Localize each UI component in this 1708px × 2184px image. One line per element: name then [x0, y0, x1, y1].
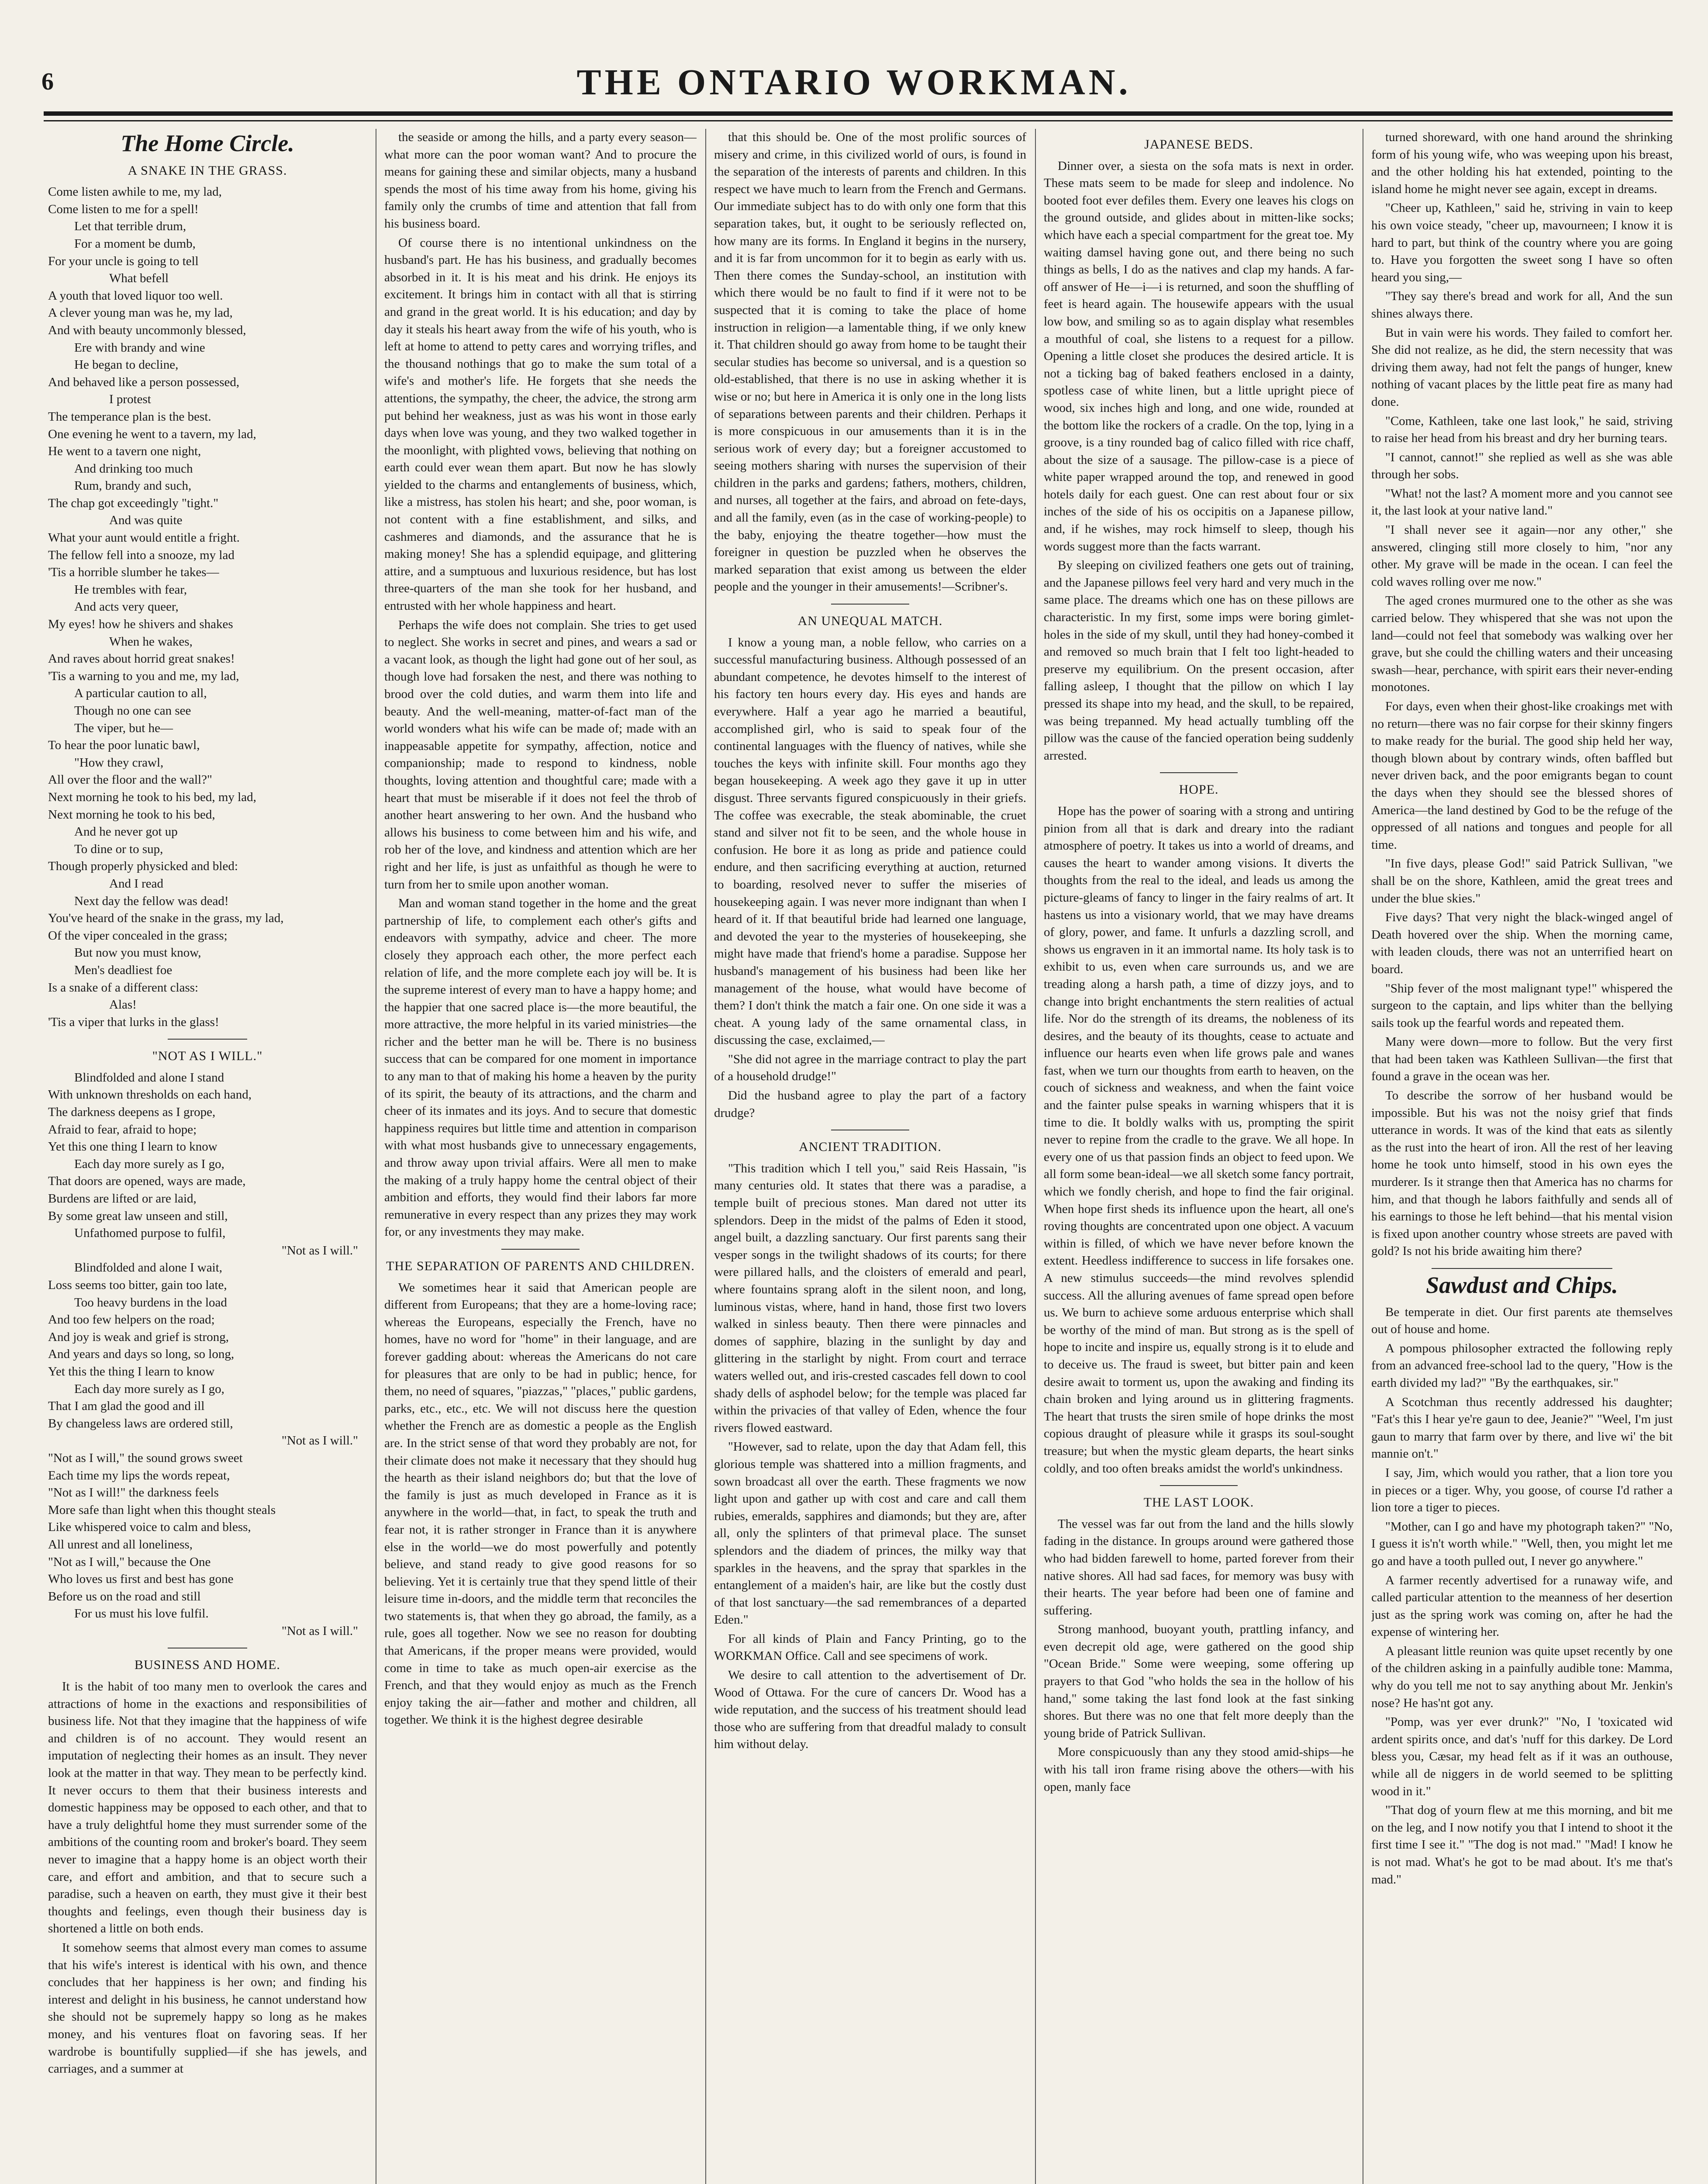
- column-5: [1371, 129, 1673, 2184]
- article-title: AN UNEQUAL MATCH.: [797, 614, 943, 629]
- poem-line: When he wakes,: [109, 634, 193, 649]
- masthead-rule-thin: [44, 120, 1673, 121]
- paragraph: Perhaps the wife does not complain. She tries to get used to neglect. She works in secret and pines, and wears a sad or a vacant look, as though the light had gone out of her soul, as though love had forsaken the nest, and there was nothing to brood over the cold duties, and warm them into life and beauty. And the well-meaning, matter-of-fact man of the world wonders what his wife can be made of; made with an inappeasable appetite for sympathy, affection, notice and companionship; made to respond to kindness, noble thoughts, loving attention and thoughtful care; made with a heart that must be miserable if it does not feel the throb of another heart answering to her own. And the husband who allows his business to come between him and his wife, and rob her of the love, and kindness and attention which are her right and her life, is just as unfaithful as though he were to turn from her to smile upon another woman.: [384, 618, 697, 892]
- paragraph: "However, sad to relate, upon the day that Adam fell, this glorious temple was shattered into a million fragments, and sown broadcast all over the earth. These fragments we now light upon and gather up with cost and care and call them rubies, emeralds, sapphires and diamonds; but they are, after all, only the splinters of that primeval place. The sunset splendors and the diadem of princes, the milky way that sparkles in the heavens, and the spray that sparkles in the entanglement of a maiden's hair, are like but the costly dust of that lost sanctuary—the sad remembrances of a departed Eden.": [714, 1440, 1026, 1627]
- poem-line: And acts very queer,: [74, 600, 179, 614]
- paragraph: "She did not agree in the marriage contract to play the part of a household drudge!": [714, 1052, 1026, 1084]
- paragraph: Dinner over, a siesta on the sofa mats is next in order. These mats seem to be made for sleep and indolence. No booted foot ever defiles them. Every one leaves his clogs on the ground outside, and glides about in mitten-like socks; which have each a special compartment for the great toe. My waiting damsel having gone out, and there being no such things as bells, I do as the natives and clap my hands. A far-off answer of He—i—i is returned, and soon the shuffling of feet is heard again. The housewife appears with the usual low bow, and smiling so as to again display what resembles a mouthful of coal, she listens to a request for a pillow. Opening a little closet she produces the desired article. It is not a ticking bag of baked feathers enclosed in a dainty, spotless case of white linen, but a little upright piece of wood, six inches high and long, and one wide, rounded at the bottom like the rockers of a cradle. On the top, lying in a groove, is a tiny rounded bag of calico filled with rice chaff, about the size of a sausage. The pillow-case is a piece of white paper wrapped around the top, and renewed in good hotels daily for each guest. One can rest about four or six inches of the side of his os occipitis on a Japanese pillow, and, if he wishes, may rock himself to sleep, though his words suggest more than the facts warrant.: [1044, 159, 1354, 553]
- poem-line: And was quite: [109, 513, 183, 528]
- paragraph: "Come, Kathleen, take one last look," he said, striving to raise her head from his breast and dry her burning tears.: [1371, 414, 1673, 446]
- poem-line: Ere with brandy and wine: [74, 340, 205, 355]
- poem-line: Though properly physicked and bled:: [48, 859, 238, 874]
- poem-line: Rum, brandy and such,: [74, 479, 192, 493]
- poem-line: He trembles with fear,: [74, 582, 187, 597]
- paragraph: "Ship fever of the most malignant type!" whispered the surgeon to the captain, and lips whiter than the bellying sails took up the fearful words and repeated them.: [1371, 981, 1673, 1030]
- paragraph: "I shall never see it again—nor any other," she answered, clinging still more closely to him, "nor any other. My grave will be made in the ocean. I can feel the cold waves rolling over me now.": [1371, 523, 1673, 589]
- poem-line: He began to decline,: [74, 358, 179, 372]
- poem-line: Next morning he took to his bed, my lad,: [48, 790, 256, 804]
- paragraph: A pompous philosopher extracted the following reply from an advanced free-school lad to the query, "How is the earth divided my lad?" "By the earthquakes, sir.": [1371, 1341, 1673, 1390]
- poem-line: Yet this one thing I learn to know: [48, 1140, 217, 1154]
- poem-line: Let that terrible drum,: [74, 219, 186, 234]
- poem-title: "NOT AS I WILL.": [152, 1049, 263, 1064]
- poem-line: For a moment be dumb,: [74, 236, 196, 251]
- paragraph: More conspicuously than any they stood amid-ships—he with his tall iron frame rising above the others—with his open, manly face: [1044, 1745, 1354, 1794]
- paragraph: But in vain were his words. They failed to comfort her. She did not realize, as he did, the stern necessity that was driving them away, had not felt the pangs of hunger, knew nothing of vacant places by the little peat fire as many had done.: [1371, 325, 1673, 409]
- paragraph: Of course there is no intentional unkindness on the husband's part. He has his business, and gradually becomes absorbed in it. It is his meat and his drink. He enjoys its excitement. It brings him in contact with all that is stirring and grand in the great world. It is his education; and day by day it steals his heart away from the wife of his youth, who is left at home to attend to petty cares and worrying trifles, and the thousand nothings that go to make the sum total of a wife's and mother's life. He forgets that she needs the attentions, the sympathy, the cheer, the advice, the strong arm put behind her weakness, just as was his wont in those early days when love was young, and they two walked together in the moonlight, with plighted vows, believing that nothing on earth could ever wean them apart. But now he has slowly yielded to the charms and entanglements of business, which, like a mistress, has stolen his heart; and she, poor woman, is not content with a fine establishment, and silks, and cashmeres and diamonds, and the assurance that he is making money! She has a splendid equipage, and glittering attire, and a sumptuous and luxurious residence, but has lost three-quarters of the man she took for her husband, and entrusted with her whole happiness and heart.: [384, 235, 697, 613]
- paragraph: We sometimes hear it said that American people are different from Europeans; that they are a home-loving race; whereas the Europeans, especially the French, have no homes, have no word for "home" in their language, and are forever gadding about: whereas the Americans do not care for pleasures that are only to be had in public; hence, for them, no need of squares, "piazzas," "places," public gardens, parks, etc., etc., etc. We will not discuss here the question whether the French are as domestic a people as the English are. In the strict sense of that word they probably are not, for their climate does not make it necessary that they should hug the hearth as their island neighbors do; but that the love of the family is just as much developed in France as it is anywhere in the world—that, in fact, to speak the truth and fear not, it is rather stronger in France than it is anywhere else in the world—we do most powerfully and potently believe, and stand ready to give good reasons for so believing. Yet it is certainly true that they spend little of their leisure time in-doors, and the middle term that reconciles the two statements is, that when they go abroad, the family, as a rule, goes all together. Now we see no reason for doubting that Americans, if the proper means were provided, would come in time to take as much open-air exercise as the French, and that they would enjoy as much as the French enjoy taking the air—father and mother and children, all together. We think it is the highest degree desirable: [384, 1280, 697, 1727]
- paragraph: "That dog of yourn flew at me this morning, and bit me on the leg, and I now notify you that I intend to shoot it the first time I see it." "The dog is not mad." "Mad! I know he is not mad. What's he got to be mad about. It's me that's mad.": [1371, 1803, 1673, 1887]
- poem-line: "Not as I will.": [281, 1624, 358, 1638]
- poem-line: And raves about horrid great snakes!: [48, 652, 235, 666]
- paragraph: For all kinds of Plain and Fancy Printing, go to the WORKMAN Office. Call and see specimens of work.: [714, 1631, 1026, 1663]
- column-3: [714, 129, 1026, 2184]
- poem-line: Each day more surely as I go,: [74, 1382, 224, 1396]
- article-business-and-home-continued: [384, 129, 697, 1241]
- poem-line: Each day more surely as I go,: [74, 1157, 224, 1171]
- poem-line: Next morning he took to his bed,: [48, 807, 215, 822]
- paragraph: "Mother, can I go and have my photograph taken?" "No, I guess it is'n't worth while." "Well, then, you might let me go and have a tooth pulled out, I never go anywhere.": [1371, 1519, 1673, 1568]
- article-hope: [1044, 803, 1354, 1477]
- paragraph: Many were down—more to follow. But the very first that had been taken was Kathleen Sullivan—the first that found a grave in the ocean was her.: [1371, 1035, 1673, 1084]
- article-title: ANCIENT TRADITION.: [799, 1140, 942, 1154]
- poem-line: To hear the poor lunatic bawl,: [48, 738, 200, 753]
- poem-line: "How they crawl,: [74, 755, 164, 770]
- poem-line: The viper, but he—: [74, 721, 173, 735]
- paragraph: turned shoreward, with one hand around the shrinking form of his young wife, who was weeping upon his breast, and the other holding his hat extended, pointing to the island home he might never see again, except in dreams.: [1371, 130, 1673, 196]
- poem-line: "Not as I will.": [281, 1434, 358, 1448]
- poem-line: 'Tis a viper that lurks in the glass!: [48, 1015, 219, 1029]
- poem-line: All over the floor and the wall?": [48, 773, 212, 787]
- paragraph: Did the husband agree to play the part of a factory drudge?: [714, 1089, 1026, 1120]
- poem-line: More safe than light when this thought steals: [48, 1503, 276, 1517]
- poem-line: The chap got exceedingly "tight.": [48, 496, 219, 510]
- article-last-look-continued: [1371, 129, 1673, 1260]
- poem-line: Is a snake of a different class:: [48, 980, 199, 995]
- poem-line: What your aunt would entitle a fright.: [48, 531, 240, 545]
- article-separation-of-parents: [384, 1279, 697, 1729]
- paragraph: It somehow seems that almost every man comes to assume that his wife's interest is identical with his own, and thence concludes that her happiness is her own; and finding his interest and delight in his business, he cannot understand how she should not be supremely happy so long as he makes money, and his ventures float on favoring seas. If her wardrobe is bountifully supplied—if she has jewels, and carriages, and a summer at: [48, 1940, 367, 2076]
- poem-line: By some great law unseen and still,: [48, 1209, 228, 1223]
- poem-line: And too few helpers on the road;: [48, 1313, 215, 1327]
- poem-line: "Not as I will!" the darkness feels: [48, 1486, 219, 1500]
- poem-line: And he never got up: [74, 825, 178, 839]
- poem-line: Of the viper concealed in the grass;: [48, 928, 228, 943]
- home-circle-heading: The Home Circle.: [121, 130, 294, 156]
- paragraph: the seaside or among the hills, and a party every season—what more can the poor woman want? And to procure the means for gaining these and similar objects, many a husband spends the most of his time away from his home, giving his family only the crumbs of time and attention that fall from his business board.: [384, 130, 697, 231]
- paragraph: To describe the sorrow of her husband would be impossible. But his was not the noisy grief that finds utterance in words. It was of the kind that eats as silently as the rust into the heart of iron. All the rest of her leaving home he took unto himself, stood in his own eyes the murderer. Is it strange then that America has no charms for him, and that though he labors faithfully and sends all of his earnings to those he left behind—that his mental vision is fixed upon another country whose streets are paved with gold? Is not his bride awaiting him there?: [1371, 1089, 1673, 1258]
- paragraph: "Pomp, was yer ever drunk?" "No, I 'toxicated wid ardent spirits once, and dat's 'nuff for this darkey. De Lord bless you, Cæsar, my head felt as if it was an outhouse, while all de niggers in de world seemed to be splitting wood in it.": [1371, 1715, 1673, 1798]
- poem-line: Before us on the road and still: [48, 1589, 201, 1603]
- poem-line: "Not as I will.": [281, 1243, 358, 1258]
- sawdust-and-chips-heading: Sawdust and Chips.: [1426, 1272, 1618, 1298]
- poem-line: I protest: [109, 392, 151, 407]
- paragraph: A farmer recently advertised for a runaway wife, and called particular attention to the meanness of her desertion just as the spring work was coming on, after he had the expense of wintering her.: [1371, 1573, 1673, 1639]
- article-unequal-match: [714, 634, 1026, 1122]
- column-2: [384, 129, 697, 2184]
- poem-line: Unfathomed purpose to fulfil,: [74, 1226, 226, 1241]
- paragraph: "This tradition which I tell you," said Reis Hassain, "is many centuries old. It states that there was a paradise, a temple built of precious stones. Man dared not utter its splendors. Deep in the midst of the palms of Eden it stood, angel built, a dazzling sanctuary. Our first parents sang their vesper songs in the twilight shadows of its courts; for there were pillared halls, and the cloisters of emerald and pearl, where fountains sprang aloft in the silent noon, and long, luminous vistas, where, hand in hand, those first two lovers walked in sinless beauty. Then there were pinnacles and domes of sapphire, blazing in the sunlight by day and glittering in the starlight by night. From court and terrace waters welled out, and iris-crested cascades fell down to cool shady dells of asphodel below; for the temple was placed far within the privacies of that valley of Eden, whence the four rivers flowed eastward.: [714, 1161, 1026, 1435]
- poem-line: Blindfolded and alone I wait,: [74, 1261, 223, 1275]
- paragraph: For days, even when their ghost-like croakings met with no return—there was no fair corpse for their skinny fingers to make ready for the burial. The good ship held her way, though blown about by contrary winds, often baffled but never driven back, and the poor emigrants began to count the days when they should see the blessed shores of America—the land destined by God to be the refuge of the oppressed of all nations and tongues and people for all time.: [1371, 699, 1673, 852]
- paragraph: I say, Jim, which would you rather, that a lion tore you in pieces or a tiger. Why, you goose, of course I'd rather a lion tore a tiger to pieces.: [1371, 1465, 1673, 1515]
- poem-line: The fellow fell into a snooze, my lad: [48, 548, 235, 562]
- poem-line: Loss seems too bitter, gain too late,: [48, 1278, 227, 1292]
- article-title: BUSINESS AND HOME.: [135, 1658, 280, 1673]
- poem-line: 'Tis a horrible slumber he takes—: [48, 565, 219, 580]
- poem-line: Yet this the thing I learn to know: [48, 1364, 215, 1379]
- poem-line: And years and days so long, so long,: [48, 1347, 235, 1362]
- poem-line: Burdens are lifted or are laid,: [48, 1192, 197, 1206]
- paragraph: A Scotchman thus recently addressed his daughter; "Fat's this I hear ye're gaun to dee, Jeanie?" "Weel, I'm just gaun to marry that farm over by there, and live wi' the bit mannie on't.": [1371, 1395, 1673, 1461]
- poem-line: Each time my lips the words repeat,: [48, 1468, 230, 1482]
- article-ancient-tradition: [714, 1160, 1026, 1753]
- poem-line: Though no one can see: [74, 704, 191, 718]
- poem-line: That doors are opened, ways are made,: [48, 1174, 246, 1189]
- poem-line: Too heavy burdens in the load: [74, 1295, 227, 1310]
- article-title: THE LAST LOOK.: [1143, 1495, 1254, 1510]
- poem-not-as-i-will: [48, 1069, 367, 1640]
- poem-snake-in-grass: [48, 183, 367, 1031]
- page-number: 6: [41, 68, 54, 95]
- poem-line: "Not as I will," the sound grows sweet: [48, 1451, 243, 1465]
- poem-line: That I am glad the good and ill: [48, 1399, 205, 1413]
- paragraph: By sleeping on civilized feathers one gets out of training, and the Japanese pillows feel very hard and very much in the same place. The dreams which one has on these pillows are characteristic. In my first, some imps were boring gimlet-holes in the side of my skull, until they had honey-combed it and removed so much brain that I felt too light-headed to preserve my equilibrium. On the present occasion, after falling asleep, I thought that the pillow on which I lay pressed its shape into my head, and the skull, to be repaired, was being trepanned. My head actually tumbling off the pillow was the cause of the fancied operation being suddenly arrested.: [1044, 558, 1354, 763]
- poem-title: A SNAKE IN THE GRASS.: [128, 163, 287, 178]
- section-divider: [831, 604, 909, 605]
- paragraph: Man and woman stand together in the home and the great partnership of life, to complement each other's gifts and endeavors with sympathy, advice and cheer. The more closely they approach each other, the more perfect each relation of life, and the more complete each joy will be. It is the supreme interest of every man to have a happy home; and the happier that one sacred place is—the more beautiful, the more attractive, the more helpful in its varied ministries—the richer and the better man he will be. There is no business success that can be compared for one moment in importance to any man to that of making his home a heaven by the purity of its spirit, the beauty of its attractions, and the charm and cheer of its inmates and its joys. And to secure that domestic happiness requires but little time and attention in comparison with what most husbands give to unnecessary engagements, and throw away upon trivial affairs. Were all men to make the making of a truly happy home the central object of their ambition and efforts, they would find their labors far more remunerative in every respect than any prizes they may work for, or any investments they may make.: [384, 896, 697, 1239]
- section-divider: [168, 1039, 248, 1040]
- masthead-rule-thick: [44, 111, 1673, 116]
- poem-line: Who loves us first and best has gone: [48, 1572, 234, 1586]
- section-divider: [1432, 1268, 1612, 1269]
- poem-line: Alas!: [109, 998, 137, 1012]
- poem-line: And I read: [109, 876, 164, 891]
- poem-line: The darkness deepens as I grope,: [48, 1105, 216, 1120]
- poem-line: 'Tis a warning to you and me, my lad,: [48, 669, 239, 683]
- poem-line: Come listen to me for a spell!: [48, 202, 199, 216]
- poem-line: A particular caution to all,: [74, 686, 207, 701]
- paragraph: "In five days, please God!" said Patrick Sullivan, "we shall be on the shore, Kathleen, amid the great trees and under the blue skies.": [1371, 857, 1673, 905]
- poem-line: Men's deadliest foe: [74, 963, 173, 977]
- paragraph: "I cannot, cannot!" she replied as well as she was able through her sobs.: [1371, 450, 1673, 482]
- column-divider: [705, 129, 706, 2184]
- poem-line: With unknown thresholds on each hand,: [48, 1088, 252, 1102]
- paragraph: A pleasant little reunion was quite upset recently by one of the children asking in a painfully audible tone: Mamma, why do you tell me not to say anything about Mr. Jenkin's nose? He has'nt got any.: [1371, 1644, 1673, 1710]
- section-divider: [501, 1249, 580, 1250]
- poem-line: "Not as I will," because the One: [48, 1555, 211, 1569]
- paragraph: The vessel was far out from the land and the hills slowly fading in the distance. In groups around were gathered those who had bidden farewell to home, parted forever from their native shores. All had sad faces, for memory was busy with their hearts. The year before had been one of famine and suffering.: [1044, 1517, 1354, 1617]
- poem-line: A clever young man was he, my lad,: [48, 306, 233, 320]
- poem-line: And behaved like a person possessed,: [48, 375, 240, 389]
- paragraph: "They say there's bread and work for all, And the sun shines always there.: [1371, 289, 1673, 321]
- poem-line: And drinking too much: [74, 461, 193, 476]
- column-divider: [1035, 129, 1036, 2184]
- paragraph: "What! not the last? A moment more and you cannot see it, the last look at your native land.": [1371, 486, 1673, 518]
- paragraph: Strong manhood, buoyant youth, prattling infancy, and even decrepit old age, were gathered on the good ship "Ocean Bride." Some were weeping, some offering up prayers to that God "who holds the sea in the hollow of his hand," some taking the last fond look at the fast sinking shores. But there was no one that felt more deeply than the young bride of Patrick Sullivan.: [1044, 1622, 1354, 1740]
- paragraph: Be temperate in diet. Our first parents ate themselves out of house and home.: [1371, 1305, 1673, 1337]
- poem-line: But now you must know,: [74, 946, 201, 960]
- poem-line: One evening he went to a tavern, my lad,: [48, 427, 256, 441]
- poem-line: A youth that loved liquor too well.: [48, 288, 223, 303]
- article-title: JAPANESE BEDS.: [1144, 137, 1253, 152]
- poem-line: For us must his love fulfil.: [74, 1607, 209, 1621]
- poem-line: And with beauty uncommonly blessed,: [48, 323, 246, 337]
- paragraph: "Cheer up, Kathleen," said he, striving in vain to keep his own voice steady, "cheer up, mavourneen; I know it is hard to part, but think of the country where you are going to. Have you forgotten the sweet song I have so often heard you sing,—: [1371, 201, 1673, 284]
- poem-line: My eyes! how he shivers and shakes: [48, 617, 233, 632]
- poem-line: Next day the fellow was dead!: [74, 894, 229, 908]
- paragraph: I know a young man, a noble fellow, who carries on a successful manufacturing business. Although possessed of an abundant competence, he devotes himself to the interest of his factory ten hours every day. His eyes and hands are everywhere. Half a year ago he married a beautiful, accomplished girl, who is said to speak four of the continental languages with the fluency of natives, while she touches the keys with infinite skill. Four months ago they began housekeeping. A week ago they gave it up in utter disgust. Three servants figured conspicuously in their griefs. The coffee was execrable, the steak abominable, the cruet stand and silver not fit to be seen, and the whole house in confusion. He bore it as long as pride and patience could endure, and then sacrificing everything at auction, returned to boarding, resolved never to suffer the miseries of housekeeping again. I was never more indignant than when I heard of it. If that beautiful bride had learned one language, and devoted the year to the mysteries of housekeeping, she might have made that friend's home a paradise. Suppose her husband's management of his business had been like her management of the house, what would have become of them? I don't think the match a fair one. On one side it was a cheat. A young lady of the same ornamental class, in discussing the case, exclaimed,—: [714, 635, 1026, 1047]
- article-separation-continued: [714, 129, 1026, 596]
- poem-line: Afraid to fear, afraid to hope;: [48, 1122, 197, 1137]
- poem-line: And joy is weak and grief is strong,: [48, 1330, 229, 1344]
- newspaper-title: THE ONTARIO WORKMAN.: [576, 62, 1132, 103]
- poem-line: All unrest and all loneliness,: [48, 1537, 193, 1552]
- poem-line: By changeless laws are ordered still,: [48, 1416, 233, 1431]
- article-title: THE SEPARATION OF PARENTS AND CHILDREN.: [386, 1259, 695, 1273]
- article-last-look: [1044, 1516, 1354, 1796]
- sawdust-and-chips-items: [1371, 1304, 1673, 1889]
- section-divider: [1160, 772, 1238, 773]
- masthead: [0, 0, 1708, 131]
- poem-line: What befell: [109, 271, 169, 286]
- paragraph: The aged crones murmured one to the other as she was carried below. They whispered that she was not upon the land—could not feel that somebody was walking over her grave, but she could the chilling waters and their unceasing swash—hear, perchance, with spirit ears their never-ending monotones.: [1371, 594, 1673, 695]
- poem-line: For your uncle is going to tell: [48, 254, 199, 268]
- paragraph: that this should be. One of the most prolific sources of misery and crime, in this civilized world of ours, is found in the separation of the interests of parents and children. In this respect we have much to learn from the French and Germans. Our immediate subject has to do with only one form that this separation takes, but, it ought to be seriously reflected on, how many are its forms. In England it begins in the nursery, and it is far from uncommon for it to begin as early with us. Then there comes the Sunday-school, an institution with which there would be no fault to find if it were not to be suspected that it is coming to take the place of home instruction in religion—a lamentable thing, if we only knew it. That children should go away from home to be taught their secular studies has become so universal, and is a question so old-established, that there is no use in asking whether it is wise or no; but here in America it is only one in the long lists of separations between parents and their children. Perhaps it is more conspicuous in our amusements than it is in the serious work of every day; but a foreigner accustomed to seeing mothers sharing with nurses the supervision of their children in the parks and gardens; fathers, mothers, children, and nurses, all together at the fairs, and abroad on fete-days, and all the family, even (as in the case of working-people) to the baby, enjoying the theatre together—how must the foreigner in question be puzzled when he observes the marked separation that exist among us between the elder people and the younger in their amusements!—Scribner's.: [714, 130, 1026, 594]
- paragraph: We desire to call attention to the advertisement of Dr. Wood of Ottawa. For the cure of cancers Dr. Wood has a wide reputation, and the success of his treatment should lead those who are suffering from that dreadful malady to consult him without delay.: [714, 1668, 1026, 1752]
- article-title: HOPE.: [1179, 782, 1219, 797]
- article-business-and-home: [48, 1678, 367, 2078]
- poem-line: Blindfolded and alone I stand: [74, 1070, 224, 1085]
- paragraph: Five days? That very night the black-winged angel of Death hovered over the ship. When the morning came, with leaden clouds, there was not an unterrified heart on board.: [1371, 910, 1673, 976]
- poem-line: To dine or to sup,: [74, 842, 163, 856]
- column-1: [48, 129, 367, 2184]
- poem-line: The temperance plan is the best.: [48, 409, 211, 424]
- poem-line: You've heard of the snake in the grass, my lad,: [48, 911, 284, 926]
- poem-line: He went to a tavern one night,: [48, 444, 201, 459]
- poem-line: Like whispered voice to calm and bless,: [48, 1520, 251, 1534]
- paragraph: It is the habit of too many men to overlook the cares and attractions of home in the exactions and responsibilities of business life. Not that they imagine that the happiness of wife and children is of no account. They would resent an imputation of neglecting their homes as an insult. They never look at the matter in that way. They mean to be perfectly kind. It never occurs to them that their business interests and domestic happiness may be opposed to each other, and that to have a truly delightful home they must surrender some of the ambitions of the counting room and broker's board. They seem never to imagine that a happy home is an object worth their care, and effort and ambition, and that to secure such a paradise, such a heaven on earth, they must give it their best thoughts and feelings, even though their business day is shortened a little on both ends.: [48, 1679, 367, 1936]
- column-4: [1044, 129, 1354, 2184]
- paragraph: Hope has the power of soaring with a strong and untiring pinion from all that is dark and dreary into the radiant atmosphere of poetry. It takes us into a world of dreams, and causes the heart to wander among visions. It diverts the thoughts from the real to the ideal, and leads us among the picture-gleams of fancy to linger in the fairy realms of art. It hastens us into a visionary world, that we may have dreams of glory, power, and fame. It unfurls a dazzling scroll, and shows us engraven in it an immortal name. Its holy task is to exhibit to us, even when care surrounds us, and we are treading along a harsh path, a time of dizzy joys, and to change into bright enchantments the stern realities of actual life. Nor do the strength of its dreams, the nobleness of its desires, and the beauty of its thoughts, cease to actuate and influence our hearts even when life grows pale and wanes fast, when we turn our thoughts from earth to heaven, on the couch of sickness and weakness, and when the faint voice and the fainter pulse speaks in warning whispers that it is time to die. It boldly walks with us, prompting the spirit never to repine from the cradle to the grave. We all hope. In every one of us that passion finds an object to feed upon. We all form some bean-ideal—we all sketch some fancy portrait, which we fondly cherish, and hope to find the fair original. When hope first sheds its influence upon the heart, all one's roving thoughts are concentrated upon one object. A vacuum within is filled, of which we have never before known the extent. Heedless indifference to success in life forsakes one. A new stimulus succeeds—the mind revolves splendid success. All the alluring avenues of fame spread open before us. We burn to achieve some arduous enterprise which shall be worthy of the mind of man. But strong as is the spell of hope to incite and inspire us, equally strong is it to elude and to deceive us. The fraud is sweet, but bitter pain and keen desire await to torment us, upon the awaking and finding its chain broken and lying around us in glittering fragments. The heart that trusts the siren smile of hope drinks the most copious draught of pleasure while it grasps its soul-sought treasure; but when the mystic gleam departs, the heart sinks coldly, and too often breaks amidst the world's unkindness.: [1044, 804, 1354, 1476]
- article-japanese-beds: [1044, 158, 1354, 765]
- poem-line: Come listen awhile to me, my lad,: [48, 185, 222, 199]
- section-divider: [1160, 1485, 1238, 1486]
